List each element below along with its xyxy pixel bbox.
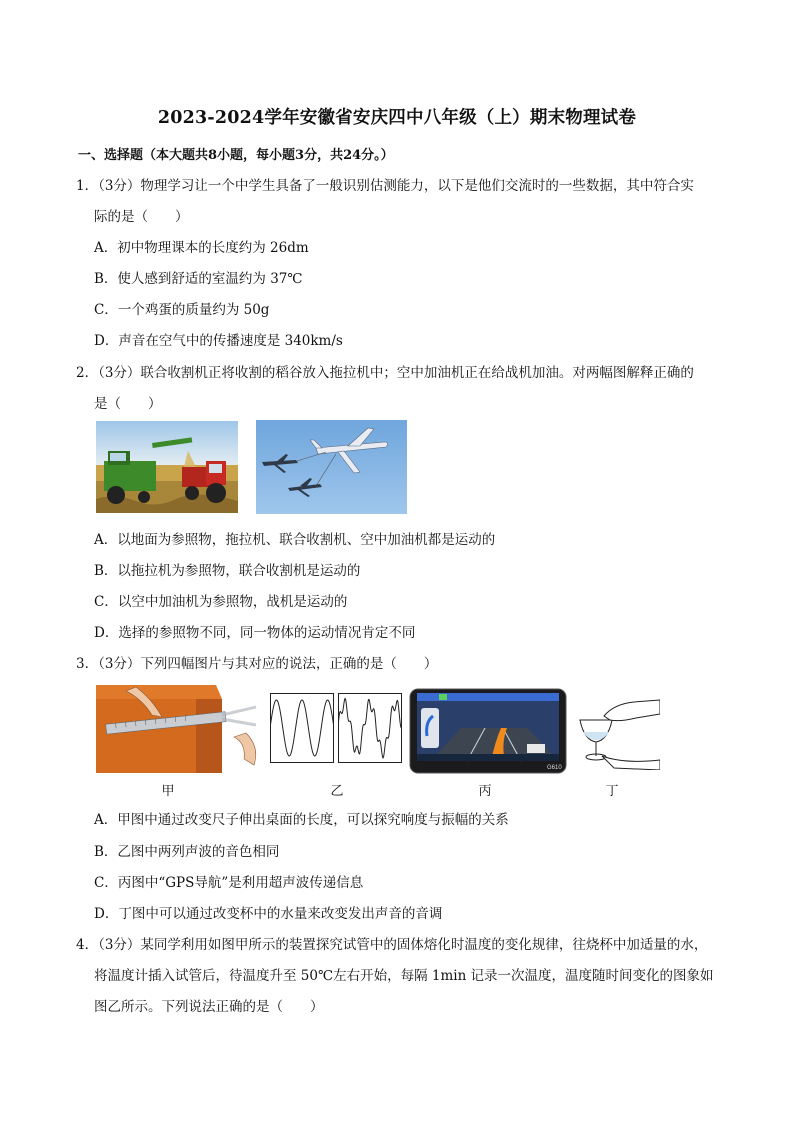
q2-option-a: A．以地面为参照物，拖拉机、联合收割机、空中加油机都是运动的 xyxy=(94,532,496,548)
wine-glass-figure xyxy=(574,690,660,770)
refueling-plane-photo xyxy=(256,420,407,514)
q4-stem-line2: 将温度计插入试管后，待温度升至 50℃左右开始，每隔 1min 记录一次温度，温度随时间变化的图象如 xyxy=(94,968,714,984)
harvester-photo xyxy=(96,421,238,513)
gps-navigator-figure xyxy=(409,688,567,774)
q1-option-a: A．初中物理课本的长度约为 26dm xyxy=(94,240,309,256)
q1-stem-line1: 1．（3分）物理学习让一个中学生具备了一般识别估测能力，以下是他们交流时的一些数据，其中符合实 xyxy=(76,178,694,194)
q2-stem-line2: 是（ ） xyxy=(94,396,162,412)
ruler-table-figure xyxy=(96,685,266,773)
sound-wave-b xyxy=(338,693,402,763)
page-title: 2023-2024学年安徽省安庆四中八年级（上）期末物理试卷 xyxy=(157,108,637,128)
q2-stem-line1: 2．（3分）联合收割机正将收割的稻谷放入拖拉机中；空中加油机正在给战机加油。对两幅图解释正确的 xyxy=(76,365,694,381)
q4-stem-line1: 4．（3分）某同学利用如图甲所示的装置探究试管中的固体熔化时温度的变化规律，往烧杯中加适量的水， xyxy=(76,937,708,953)
q2-option-b: B．以拖拉机为参照物，联合收割机是运动的 xyxy=(94,563,361,579)
q2-option-c: C．以空中加油机为参照物，战机是运动的 xyxy=(94,594,348,610)
q1-option-c: C．一个鸡蛋的质量约为 50g xyxy=(94,302,270,318)
q4-stem-line3: 图乙所示。下列说法正确的是（ ） xyxy=(94,999,324,1015)
gps-model-label: G610 xyxy=(547,765,562,771)
caption-bing: 丙 xyxy=(478,784,492,799)
q2-option-d: D．选择的参照物不同，同一物体的运动情况肯定不同 xyxy=(94,625,416,641)
caption-jia: 甲 xyxy=(161,784,175,799)
caption-yi: 乙 xyxy=(330,784,344,799)
sound-wave-a xyxy=(270,693,334,763)
q3-option-b: B．乙图中两列声波的音色相同 xyxy=(94,844,280,860)
q3-stem-line1: 3．（3分）下列四幅图片与其对应的说法，正确的是（ ） xyxy=(76,656,438,672)
q1-stem-line2: 际的是（ ） xyxy=(94,209,189,225)
caption-ding: 丁 xyxy=(605,784,619,799)
q3-option-a: A．甲图中通过改变尺子伸出桌面的长度，可以探究响度与振幅的关系 xyxy=(94,812,509,828)
q3-option-d: D．丁图中可以通过改变杯中的水量来改变发出声音的音调 xyxy=(94,906,443,922)
section-heading: 一、选择题（本大题共8小题，每小题3分，共24分。） xyxy=(78,148,394,163)
q1-option-d: D．声音在空气中的传播速度是 340km/s xyxy=(94,333,343,349)
q3-option-c: C．丙图中“GPS导航”是利用超声波传递信息 xyxy=(94,875,364,891)
q1-option-b: B．使人感到舒适的室温约为 37℃ xyxy=(94,271,303,287)
